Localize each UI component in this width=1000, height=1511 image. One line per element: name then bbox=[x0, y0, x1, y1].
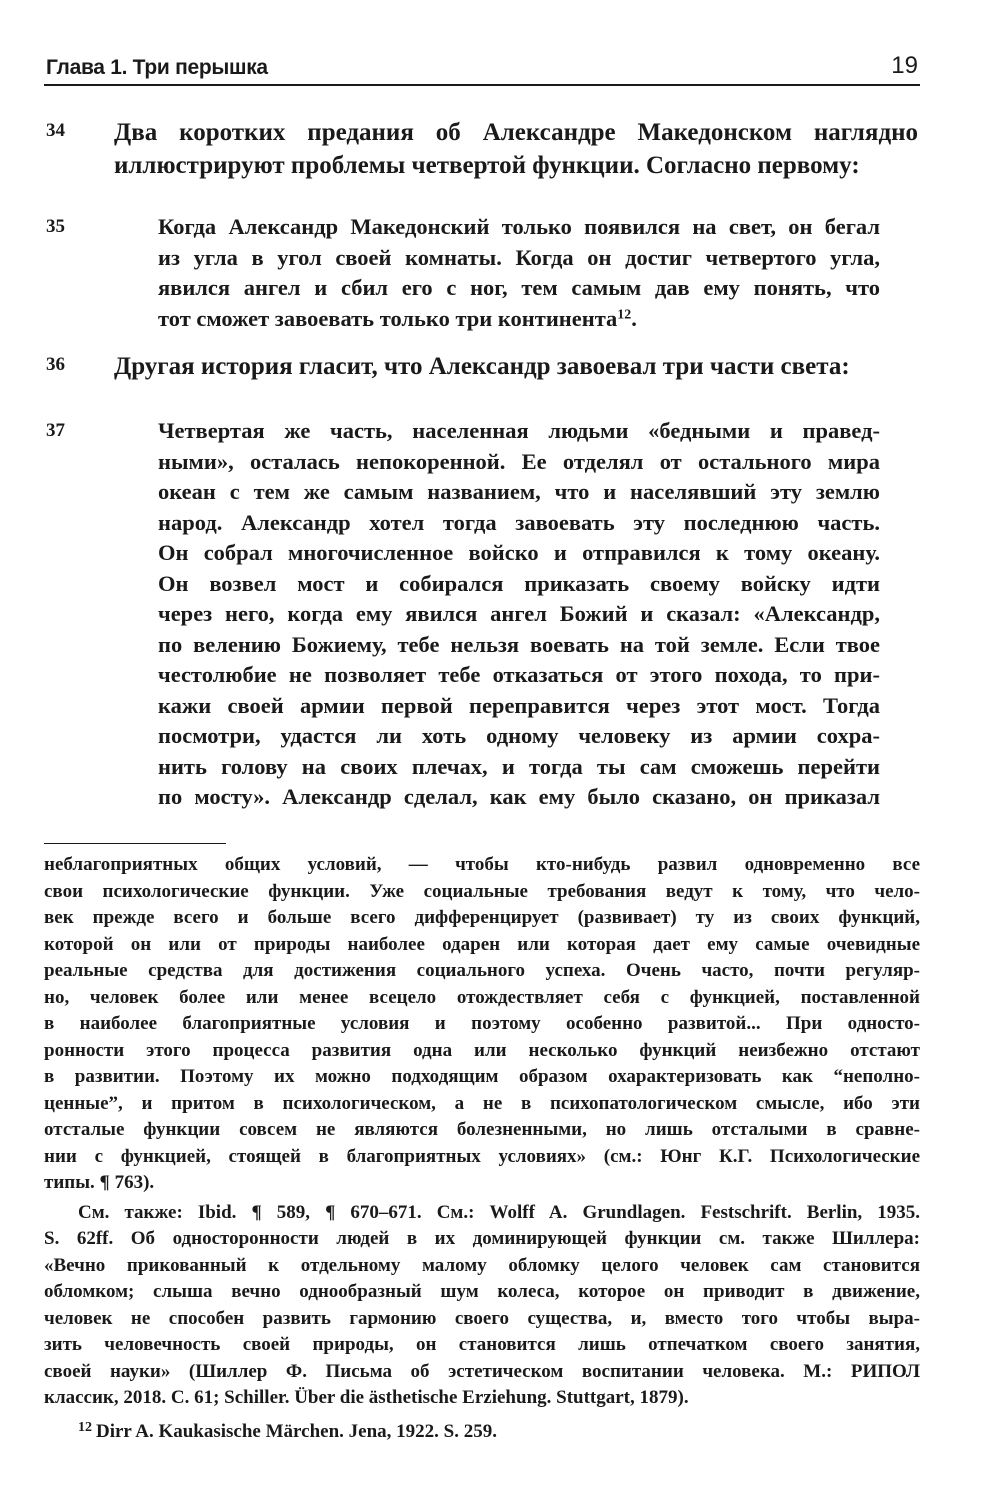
footnote-line: реальные средства для достижения социального успеха. Очень часто, почти регуляр- bbox=[44, 960, 920, 981]
text-line: иллюстрируют проблемы четвертой функции. Согласно первому: bbox=[114, 152, 860, 179]
footnote-line: См. также: Ibid. ¶ 589, ¶ 670–671. См.: Wolff A. Grundlagen. Festschrift. Berlin, 1935. bbox=[78, 1201, 920, 1223]
text-line: Когда Александр Македонский только появился на свет, он бегал bbox=[158, 214, 880, 239]
footnote-line: которой он или от природы наиболее одарен или которая дает ему самые очевидные bbox=[44, 933, 920, 955]
paragraph-text bbox=[114, 116, 918, 182]
footnote-line: «Вечно прикованный к отдельному малому обломку целого человек сам становится bbox=[44, 1254, 920, 1276]
text-line bbox=[158, 304, 880, 335]
footnote-line: типы. ¶ 763). bbox=[44, 1172, 155, 1193]
text-line: посмотри, удастся ли хоть одному человеку из армии сохра- bbox=[158, 723, 880, 748]
footnote-line: ценные”, и притом в психологическом, а не в психопатологическом смысле, ибо эти bbox=[44, 1092, 920, 1114]
text-line: Он возвел мост и собирался приказать своему войску идти bbox=[158, 570, 880, 596]
text-line: по мосту». Александр сделал, как ему было сказано, он приказал bbox=[158, 784, 880, 809]
footnote-12-text: Dirr A. Kaukasische Märchen. Jena, 1922. S. 259. bbox=[96, 1420, 497, 1442]
text-line: Четвертая же часть, населенная людьми «бедными и правед- bbox=[158, 418, 880, 443]
paragraph-text bbox=[114, 350, 918, 383]
text-line: из угла в угол своей комнаты. Когда он достиг четвертого угла, bbox=[158, 244, 880, 270]
paragraph-number: 34 bbox=[46, 120, 65, 141]
text-line: явился ангел и сбил его с ног, тем самым дав ему понять, что bbox=[158, 275, 880, 300]
running-header bbox=[44, 44, 920, 86]
quote-text bbox=[158, 212, 880, 334]
paragraph-number: 35 bbox=[46, 216, 65, 237]
footnote-line: свои психологические функции. Уже социальные требования ведут к тому, что чело- bbox=[44, 880, 920, 902]
footnote-line: человек не способен развить гармонию своего существа, и, вместо того чтобы выра- bbox=[44, 1307, 920, 1329]
footnotes bbox=[44, 852, 920, 1445]
text-line: океан с тем же самым названием, что и населявший эту землю bbox=[158, 479, 880, 504]
footnote-line: S. 62ff. Об односторонности людей в их доминирующей функции см. также Шиллера: bbox=[44, 1228, 920, 1249]
text-line: нить голову на своих плечах, и тогда ты сам сможешь перейти bbox=[158, 753, 880, 779]
text-line: Другая история гласит, что Александр завоевал три части света: bbox=[114, 353, 850, 380]
paragraph-number: 37 bbox=[46, 420, 65, 441]
sentence-end: . bbox=[631, 305, 637, 331]
footnote-line: своей науки» (Шиллер Ф. Письма об эстетическом воспитании человека. М.: РИПОЛ bbox=[44, 1360, 920, 1382]
text-line: через него, когда ему явился ангел Божий и сказал: «Александр, bbox=[158, 601, 880, 626]
footnote-line: классик, 2018. С. 61; Schiller. Über die ästhetische Erziehung. Stuttgart, 1879). bbox=[44, 1387, 689, 1408]
footnote-ref-12[interactable]: 12 bbox=[617, 306, 632, 322]
footnote-line: но, человек более или менее всецело отождествляет себя с функцией, поставленной bbox=[44, 986, 920, 1008]
footnote-line: обломком; слыша вечно однообразный шум колеса, которое он приводит в движение, bbox=[44, 1281, 920, 1302]
text-line-content: тот сможет завоевать только три континента bbox=[158, 305, 618, 331]
footnote-line: неблагоприятных общих условий, — чтобы кто-нибудь развил одновременно все bbox=[44, 854, 920, 875]
footnote-see-also bbox=[44, 1200, 920, 1412]
footnote-12 bbox=[44, 1415, 920, 1446]
footnote-line: зить человечность своей природы, он становится лишь отпечатком своего занятия, bbox=[44, 1334, 920, 1355]
footnote-line: в наиболее благоприятные условия и поэтому особенно развитой... При односто- bbox=[44, 1013, 920, 1034]
running-head-title: Глава 1. Три перышка bbox=[46, 56, 268, 79]
quote-text bbox=[158, 416, 880, 813]
footnote-continued bbox=[44, 852, 920, 1197]
text-line: по велению Божиему, тебе нельзя воевать на той земле. Если твое bbox=[158, 631, 880, 657]
footnote-line: нии с функцией, стоящей в благоприятных условиях» (см.: Юнг К.Г. Психологические bbox=[44, 1145, 920, 1167]
footnote-line: век прежде всего и больше всего дифференцирует (развивает) ту из своих функций, bbox=[44, 907, 920, 928]
text-line: народ. Александр хотел тогда завоевать эту последнюю часть. bbox=[158, 509, 880, 535]
paragraph-number: 36 bbox=[46, 354, 65, 375]
footnote-divider bbox=[44, 843, 226, 844]
text-line: кажи своей армии первой переправится через этот мост. Тогда bbox=[158, 692, 880, 718]
text-line: честолюбие не позволяет тебе отказаться от этого похода, то при- bbox=[158, 662, 880, 687]
text-line: Он собрал многочисленное войско и отправился к тому океану. bbox=[158, 540, 880, 565]
page-number: 19 bbox=[891, 52, 918, 79]
footnote-line: отсталые функции совсем не являются болезненными, но лишь отсталыми в сравне- bbox=[44, 1119, 920, 1140]
footnote-line: в развитии. Поэтому их можно подходящим образом охарактеризовать как “неполно- bbox=[44, 1066, 920, 1087]
text-line: Два коротких предания об Александре Македонском наглядно bbox=[114, 119, 918, 146]
footnote-12-mark: 12 bbox=[78, 1419, 92, 1435]
footnote-line: ронности этого процесса развития одна или несколько функций неизбежно отстают bbox=[44, 1039, 920, 1061]
text-line: ными», осталась непокоренной. Ее отделял от остального мира bbox=[158, 448, 880, 474]
